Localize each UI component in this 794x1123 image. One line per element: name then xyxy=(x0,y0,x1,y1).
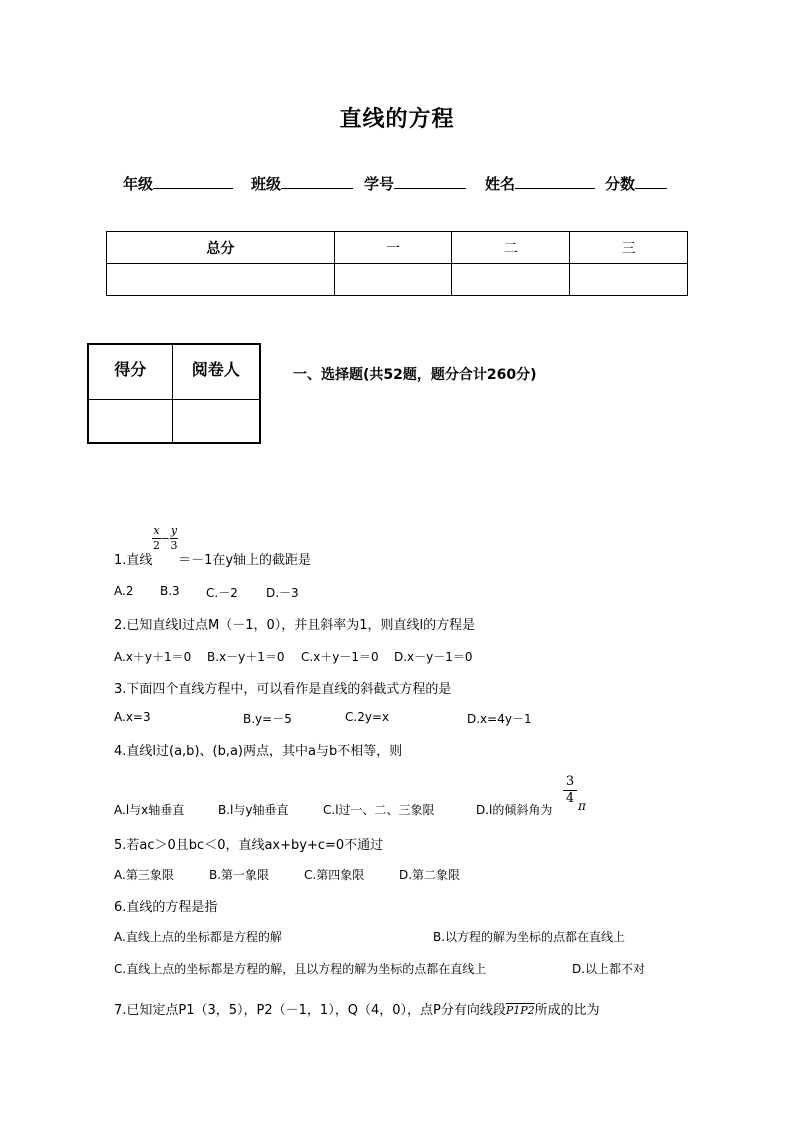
q5-option-b[interactable]: B.第一象限 xyxy=(209,868,270,882)
question-3: 3.下面四个直线方程中，可以看作是直线的斜截式方程的是 xyxy=(114,682,452,697)
q4-frac-den: 4 xyxy=(565,791,575,806)
score-table-header-row xyxy=(107,232,688,264)
student-no-label: 学号 xyxy=(364,175,395,193)
score-table-header: 二 xyxy=(452,232,570,264)
grade-field xyxy=(123,173,233,194)
q1-minus: − xyxy=(160,532,170,545)
q4-fraction xyxy=(563,774,577,807)
q1-frac2-den: 3 xyxy=(170,539,178,552)
section1-score-cell[interactable] xyxy=(334,264,452,296)
name-blank[interactable] xyxy=(515,174,595,189)
q1-prefix: 1.直线 xyxy=(114,553,153,568)
q1-fraction-x xyxy=(152,524,160,553)
question-2: 2.已知直线l过点M（－1，0），并且斜率为1，则直线l的方程是 xyxy=(114,618,476,633)
q1-frac1-num: x xyxy=(153,524,160,537)
q3-option-a[interactable]: A.x=3 xyxy=(114,710,151,724)
q1-option-b[interactable]: B.3 xyxy=(160,584,180,598)
class-field xyxy=(251,173,353,194)
score-table xyxy=(106,231,688,296)
q1-option-c[interactable]: C.－2 xyxy=(206,586,238,600)
q4-pi: π xyxy=(578,799,586,813)
question-7 xyxy=(114,999,600,1018)
q1-frac2-num: y xyxy=(170,524,178,537)
question-5: 5.若ac＞0且bc＜0，直线ax+by+c=0不通过 xyxy=(114,838,384,853)
score-label: 分数 xyxy=(605,175,636,193)
class-label: 班级 xyxy=(251,175,282,193)
score-label-cell: 得分 xyxy=(88,344,172,399)
name-field xyxy=(485,173,595,194)
q2-option-c[interactable]: C.x＋y－1＝0 xyxy=(301,650,379,664)
student-no-field xyxy=(364,173,466,194)
question-1 xyxy=(114,524,311,568)
q5-option-c[interactable]: C.第四象限 xyxy=(304,868,365,882)
q2-option-a[interactable]: A.x＋y＋1＝0 xyxy=(114,650,192,664)
question-6: 6.直线的方程是指 xyxy=(114,900,218,915)
q3-option-d[interactable]: D.x=4y－1 xyxy=(467,712,532,726)
score-table-header: 三 xyxy=(570,232,688,264)
grader-box xyxy=(87,343,261,444)
q4-frac-num: 3 xyxy=(563,774,577,791)
q1-suffix: ＝－1在y轴上的截距是 xyxy=(178,553,312,568)
class-blank[interactable] xyxy=(281,174,353,189)
section2-score-cell[interactable] xyxy=(452,264,570,296)
score-entry-cell[interactable] xyxy=(88,399,172,443)
q6-option-d[interactable]: D.以上都不对 xyxy=(572,962,646,976)
q5-option-d[interactable]: D.第二象限 xyxy=(399,868,461,882)
q6-option-b[interactable]: B.以方程的解为坐标的点都在直线上 xyxy=(433,930,626,944)
question-4: 4.直线l过(a,b)、(b,a)两点，其中a与b不相等，则 xyxy=(114,744,403,759)
q2-option-b[interactable]: B.x－y＋1＝0 xyxy=(207,650,285,664)
q1-option-d[interactable]: D.－3 xyxy=(266,586,299,600)
grader-entry-cell[interactable] xyxy=(172,399,260,443)
q1-frac1-den: 2 xyxy=(153,539,161,552)
q5-option-a[interactable]: A.第三象限 xyxy=(114,868,174,882)
score-table-header: 一 xyxy=(334,232,452,264)
q7-text: 7.已知定点P1（3，5），P2（－1，1），Q（4，0），点P分有向线段 xyxy=(114,1003,506,1018)
q3-option-c[interactable]: C.2y=x xyxy=(345,710,390,724)
q4-option-d-label: D.l的倾斜角为 xyxy=(476,803,553,817)
name-label: 姓名 xyxy=(485,175,516,193)
q7-segment: P1P2 xyxy=(505,1004,535,1017)
q4-option-a[interactable]: A.l与x轴垂直 xyxy=(114,803,185,817)
q4-option-d[interactable] xyxy=(476,801,552,818)
score-table-input-row xyxy=(107,264,688,296)
total-score-cell[interactable] xyxy=(107,264,335,296)
q4-option-c[interactable]: C.l过一、二、三象限 xyxy=(323,803,435,817)
q1-option-a[interactable]: A.2 xyxy=(114,584,134,598)
section-heading: 一、选择题(共52题，题分合计260分) xyxy=(293,367,537,383)
score-field xyxy=(605,173,667,194)
score-table-header: 总分 xyxy=(107,232,335,264)
grader-label-cell: 阅卷人 xyxy=(172,344,260,399)
page-title: 直线的方程 xyxy=(339,107,455,132)
score-blank[interactable] xyxy=(635,174,667,189)
q6-option-c[interactable]: C.直线上点的坐标都是方程的解，且以方程的解为坐标的点都在直线上 xyxy=(114,962,487,976)
student-no-blank[interactable] xyxy=(394,174,466,189)
section3-score-cell[interactable] xyxy=(570,264,688,296)
q7-suffix: 所成的比为 xyxy=(534,1003,600,1018)
q6-option-a[interactable]: A.直线上点的坐标都是方程的解 xyxy=(114,930,282,944)
grade-blank[interactable] xyxy=(153,174,233,189)
grade-label: 年级 xyxy=(123,175,154,193)
q2-option-d[interactable]: D.x－y－1＝0 xyxy=(394,650,473,664)
q1-fraction-y xyxy=(170,524,178,553)
q4-option-b[interactable]: B.l与y轴垂直 xyxy=(218,803,289,817)
q3-option-b[interactable]: B.y=－5 xyxy=(243,712,292,726)
